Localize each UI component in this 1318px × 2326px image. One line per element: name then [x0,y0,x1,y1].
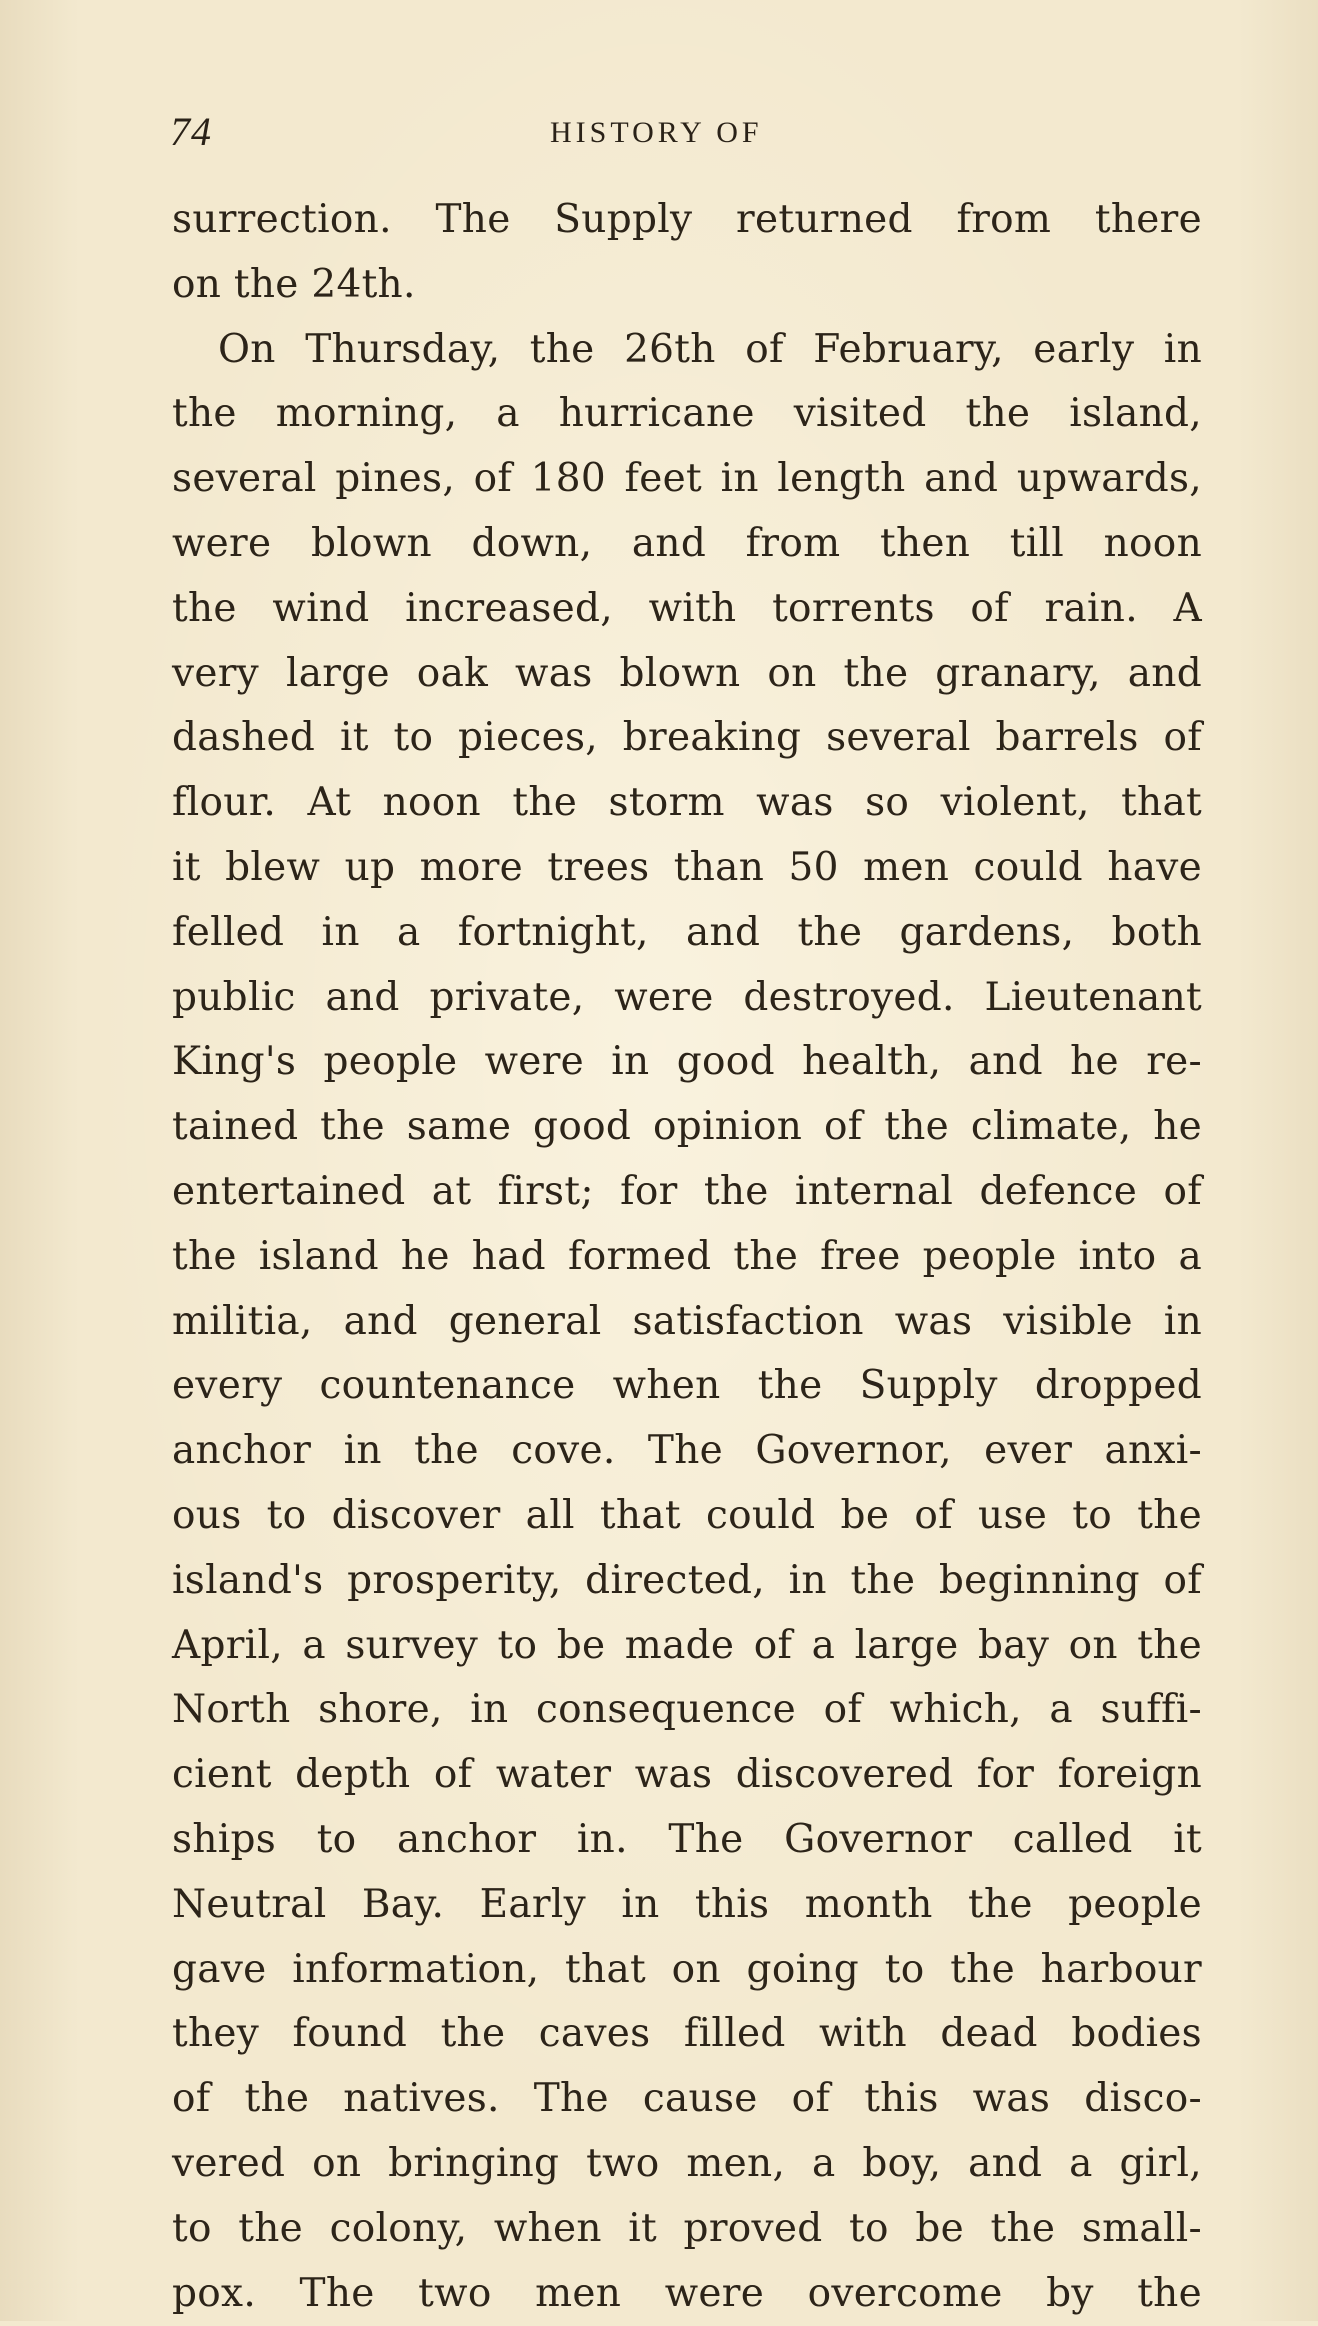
text-line: entertained at first; for the internal defence of [172,1160,1202,1225]
text-line: felled in a fortnight, and the gardens, both [172,901,1202,966]
text-line: North shore, in consequence of which, a suffi- [172,1678,1202,1743]
text-line: very large oak was blown on the granary, and [172,642,1202,707]
text-line: On Thursday, the 26th of February, early in [172,318,1202,383]
text-line: militia, and general satisfaction was visible in [172,1290,1202,1355]
text-line: ous to discover all that could be of use to the [172,1484,1202,1549]
text-line: pox. The two men were overcome by the [172,2262,1202,2326]
text-line: on the 24th. [172,253,1202,318]
page-number: 74 [170,108,212,155]
text-line: were blown down, and from then till noon [172,512,1202,577]
running-head: HISTORY OF [550,116,763,150]
text-line: to the colony, when it proved to be the small- [172,2197,1202,2262]
text-line: surrection. The Supply returned from there [172,188,1202,253]
text-line: the island he had formed the free people into a [172,1225,1202,1290]
body-text [172,188,1202,2326]
page-header [170,108,1210,158]
text-line: they found the caves filled with dead bodies [172,2002,1202,2067]
text-line: flour. At noon the storm was so violent, that [172,771,1202,836]
text-line: tained the same good opinion of the climate, he [172,1095,1202,1160]
text-line: the wind increased, with torrents of rain. A [172,577,1202,642]
text-line: gave information, that on going to the harbour [172,1938,1202,2003]
text-line: Neutral Bay. Early in this month the people [172,1873,1202,1938]
text-line: cient depth of water was discovered for foreign [172,1743,1202,1808]
text-line: the morning, a hurricane visited the island, [172,382,1202,447]
text-line: island's prosperity, directed, in the beginning of [172,1549,1202,1614]
text-line: every countenance when the Supply dropped [172,1354,1202,1419]
text-line: several pines, of 180 feet in length and upwards, [172,447,1202,512]
text-line: vered on bringing two men, a boy, and a girl, [172,2132,1202,2197]
text-line: April, a survey to be made of a large bay on the [172,1614,1202,1679]
text-line: it blew up more trees than 50 men could have [172,836,1202,901]
text-line: King's people were in good health, and he re- [172,1030,1202,1095]
text-line: dashed it to pieces, breaking several barrels of [172,706,1202,771]
text-line: anchor in the cove. The Governor, ever anxi- [172,1419,1202,1484]
text-line: ships to anchor in. The Governor called it [172,1808,1202,1873]
text-line: public and private, were destroyed. Lieutenant [172,966,1202,1031]
text-line: of the natives. The cause of this was disco- [172,2067,1202,2132]
